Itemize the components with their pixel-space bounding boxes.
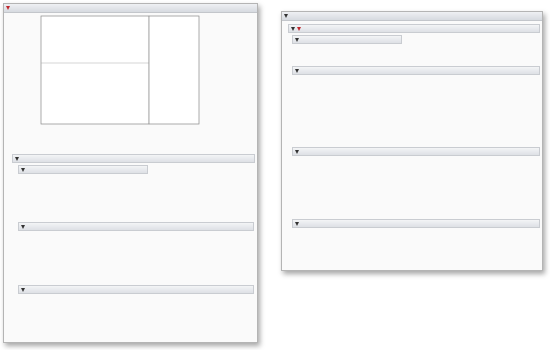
tukey-comparisons-header[interactable]	[288, 24, 540, 33]
red-triangle-menu-icon[interactable]	[297, 27, 301, 31]
means-comparisons-panel	[281, 11, 543, 271]
disclosure-icon[interactable]	[15, 157, 19, 161]
summary-of-fit-header[interactable]	[18, 165, 148, 174]
means-oneway-header[interactable]	[18, 285, 254, 294]
connecting-letters-header[interactable]	[292, 147, 540, 156]
plot-frame	[41, 16, 149, 124]
ordered-differences-chart	[454, 230, 538, 264]
disclosure-icon[interactable]	[21, 225, 25, 229]
oneway-header[interactable]	[4, 4, 257, 13]
disclosure-icon[interactable]	[295, 38, 299, 42]
oneway-anova-header[interactable]	[12, 154, 255, 163]
disclosure-icon[interactable]	[284, 14, 288, 18]
comparison-circles-frame	[149, 16, 199, 124]
disclosure-icon[interactable]	[291, 27, 295, 31]
disclosure-icon[interactable]	[21, 288, 25, 292]
confidence-quantile-header[interactable]	[292, 35, 402, 44]
ordered-differences-header[interactable]	[292, 219, 540, 228]
disclosure-icon[interactable]	[295, 150, 299, 154]
disclosure-icon[interactable]	[21, 168, 25, 172]
disclosure-icon[interactable]	[295, 69, 299, 73]
oneway-report-panel	[3, 3, 258, 343]
means-comparisons-header[interactable]	[282, 12, 542, 21]
analysis-of-variance-header[interactable]	[18, 222, 254, 231]
lsd-threshold-header[interactable]	[292, 66, 540, 75]
oneway-plot	[5, 14, 258, 154]
disclosure-icon[interactable]	[295, 222, 299, 226]
red-triangle-menu-icon[interactable]	[6, 6, 10, 10]
